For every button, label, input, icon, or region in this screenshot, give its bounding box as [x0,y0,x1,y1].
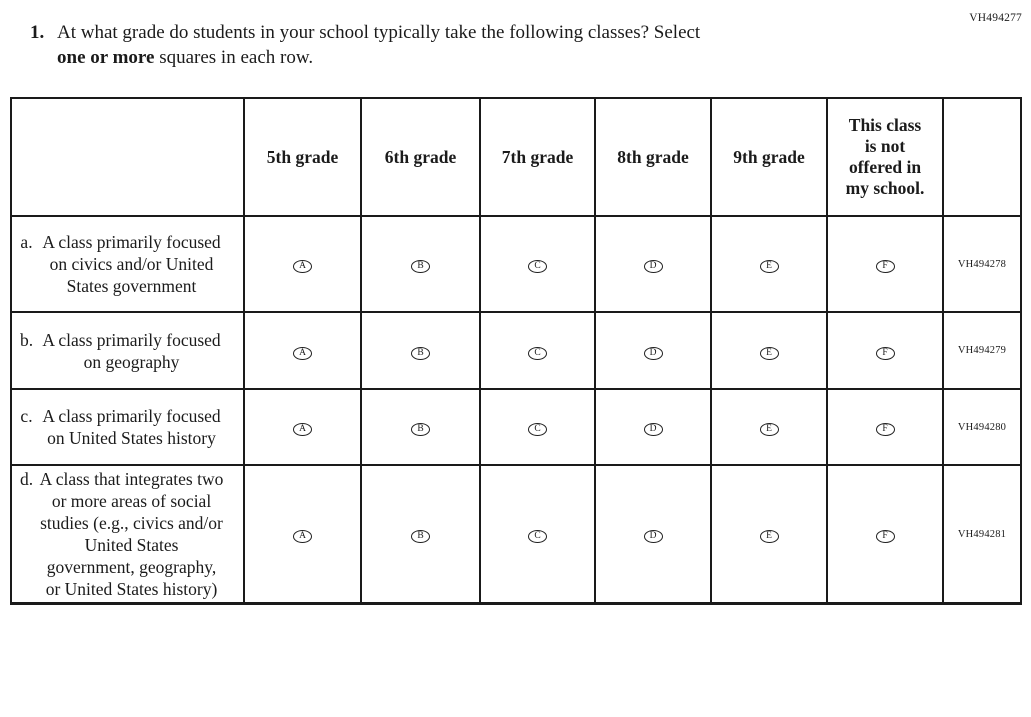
row-b-item [11,312,244,389]
row-b-code: VH494279 [943,312,1021,389]
header-not-offered [827,98,943,216]
header-code-column [943,98,1021,216]
row-d-cell-7th [480,465,595,604]
row-a-cell-8th [595,216,711,312]
option-bubble-b[interactable]: B [411,260,430,273]
option-bubble-e[interactable]: E [760,423,779,436]
row-c-cell-7th [480,389,595,465]
row-a-letter: a. [20,232,33,252]
option-bubble-a[interactable]: A [293,260,312,273]
row-d-code: VH494281 [943,465,1021,604]
row-c-cell-not-offered [827,389,943,465]
option-bubble-d[interactable]: D [644,347,663,360]
row-c-cell-6th [361,389,480,465]
option-bubble-d[interactable]: D [644,423,663,436]
row-b-label: A class primarily focused on geography [42,329,221,372]
row-c-item [11,389,244,465]
row-a-cell-6th [361,216,480,312]
row-b-cell-8th [595,312,711,389]
row-d-cell-8th [595,465,711,604]
option-bubble-e[interactable]: E [760,260,779,273]
question-block [0,0,1031,70]
option-bubble-f[interactable]: F [876,423,895,436]
row-b-cell-not-offered [827,312,943,389]
question-text [57,20,700,70]
header-9th-grade: 9th grade [711,98,827,216]
response-grid-table [10,97,1022,605]
row-a-cell-9th [711,216,827,312]
row-c-letter: c. [20,406,33,426]
row-d-cell-5th [244,465,361,604]
option-bubble-c[interactable]: C [528,530,547,543]
table-row-a [11,216,1021,312]
row-b-cell-5th [244,312,361,389]
corner-header-cell [11,98,244,216]
table-row-b [11,312,1021,389]
header-not-offered-text: This class is not offered in my school. [845,115,925,198]
option-bubble-b[interactable]: B [411,423,430,436]
row-b-cell-7th [480,312,595,389]
header-row [11,98,1021,216]
option-bubble-c[interactable]: C [528,260,547,273]
row-d-cell-6th [361,465,480,604]
row-c-label: A class primarily focused on United States history [42,406,221,448]
row-a-cell-not-offered [827,216,943,312]
row-a-item [11,216,244,312]
option-bubble-e[interactable]: E [760,530,779,543]
option-bubble-f[interactable]: F [876,260,895,273]
option-bubble-a[interactable]: A [293,423,312,436]
header-8th-grade: 8th grade [595,98,711,216]
question-bold-phrase: one or more [57,47,155,68]
row-d-cell-not-offered [827,465,943,604]
option-bubble-c[interactable]: C [528,347,547,360]
option-bubble-b[interactable]: B [411,347,430,360]
row-b-letter: b. [19,329,34,350]
option-bubble-a[interactable]: A [293,347,312,360]
row-b-cell-6th [361,312,480,389]
question-line1: At what grade do students in your school typically take the following classes? Select [57,22,701,43]
row-d-letter: d. [19,469,34,489]
row-d-cell-9th [711,465,827,604]
question-line2-rest: squares in each row. [154,47,314,68]
header-7th-grade: 7th grade [480,98,595,216]
row-a-code: VH494278 [943,216,1021,312]
row-d-item [11,465,244,604]
option-bubble-f[interactable]: F [876,347,895,360]
row-a-cell-5th [244,216,361,312]
option-bubble-c[interactable]: C [528,423,547,436]
option-bubble-b[interactable]: B [411,530,430,543]
option-bubble-e[interactable]: E [760,347,779,360]
header-5th-grade: 5th grade [244,98,361,216]
table-row-c [11,389,1021,465]
question-number: 1. [30,22,45,43]
page-form-code: VH494277 [969,12,1022,24]
row-c-cell-8th [595,389,711,465]
row-a-label: A class primarily focused on civics and/or United States government [42,232,221,296]
option-bubble-d[interactable]: D [644,530,663,543]
row-c-cell-5th [244,389,361,465]
row-c-cell-9th [711,389,827,465]
option-bubble-a[interactable]: A [293,530,312,543]
header-6th-grade: 6th grade [361,98,480,216]
row-c-code: VH494280 [943,389,1021,465]
row-a-cell-7th [480,216,595,312]
row-b-cell-9th [711,312,827,389]
option-bubble-d[interactable]: D [644,260,663,273]
option-bubble-f[interactable]: F [876,530,895,543]
row-d-label: A class that integrates two or more areas of social studies (e.g., civics and/or United States government, geography, or United States history) [39,469,224,599]
table-row-d [11,465,1021,604]
